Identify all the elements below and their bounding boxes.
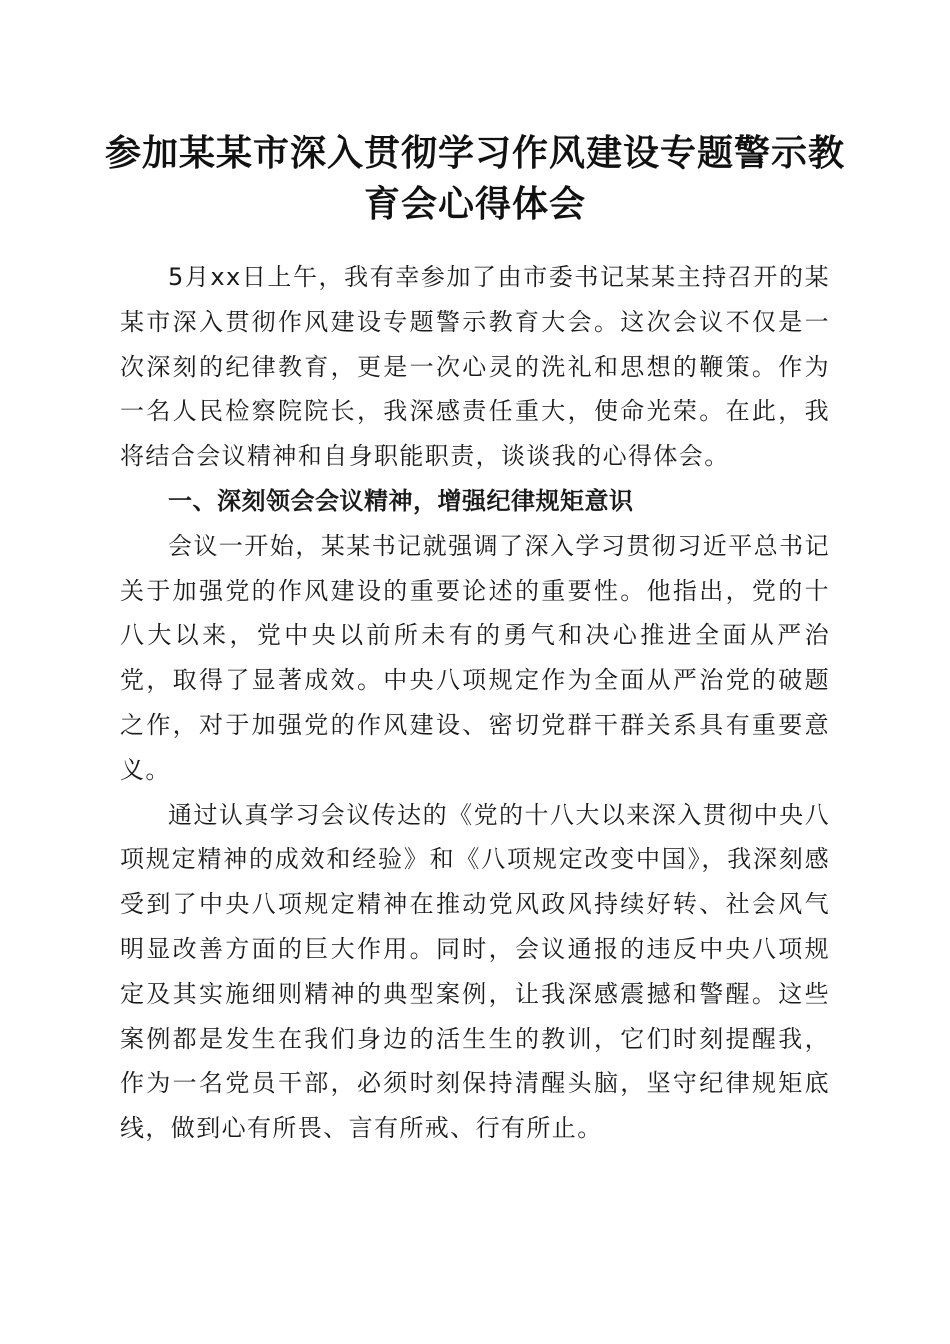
document-body — [120, 255, 830, 1151]
section-heading: 一、深刻领会会议精神，增强纪律规矩意识 — [168, 486, 634, 515]
document-title: 参加某某市深入贯彻学习作风建设专题警示教育会心得体会 — [104, 132, 845, 225]
body-paragraph: 会议一开始，某某书记就强调了深入学习贯彻习近平总书记关于加强党的作风建设的重要论述的重要性。他指出，党的十八大以来，党中央以前所未有的勇气和决心推进全面从严治党，取得了显著成效。中央八项规定作为全面从严治党的破题之作，对于加强党的作风建设、密切党群干群关系具有重要意义。 — [120, 531, 830, 784]
body-paragraph: 通过认真学习会议传达的《党的十八大以来深入贯彻中央八项规定精神的成效和经验》和《八项规定改变中国》，我深刻感受到了中央八项规定精神在推动党风政风持续好转、社会风气明显改善方面的巨大作用。同时，会议通报的违反中央八项规定及其实施细则精神的典型案例，让我深感震撼和警醒。这些案例都是发生在我们身边的活生生的教训，它们时刻提醒我，作为一名党员干部，必须时刻保持清醒头脑，坚守纪律规矩底线，做到心有所畏、言有所戒、行有所止。 — [120, 800, 830, 1143]
intro-paragraph: 5月xx日上午，我有幸参加了由市委书记某某主持召开的某某市深入贯彻作风建设专题警示教育大会。这次会议不仅是一次深刻的纪律教育，更是一次心灵的洗礼和思想的鞭策。作为一名人民检察院院长，我深感责任重大，使命光荣。在此，我将结合会议精神和自身职能职责，谈谈我的心得体会。 — [120, 263, 830, 471]
